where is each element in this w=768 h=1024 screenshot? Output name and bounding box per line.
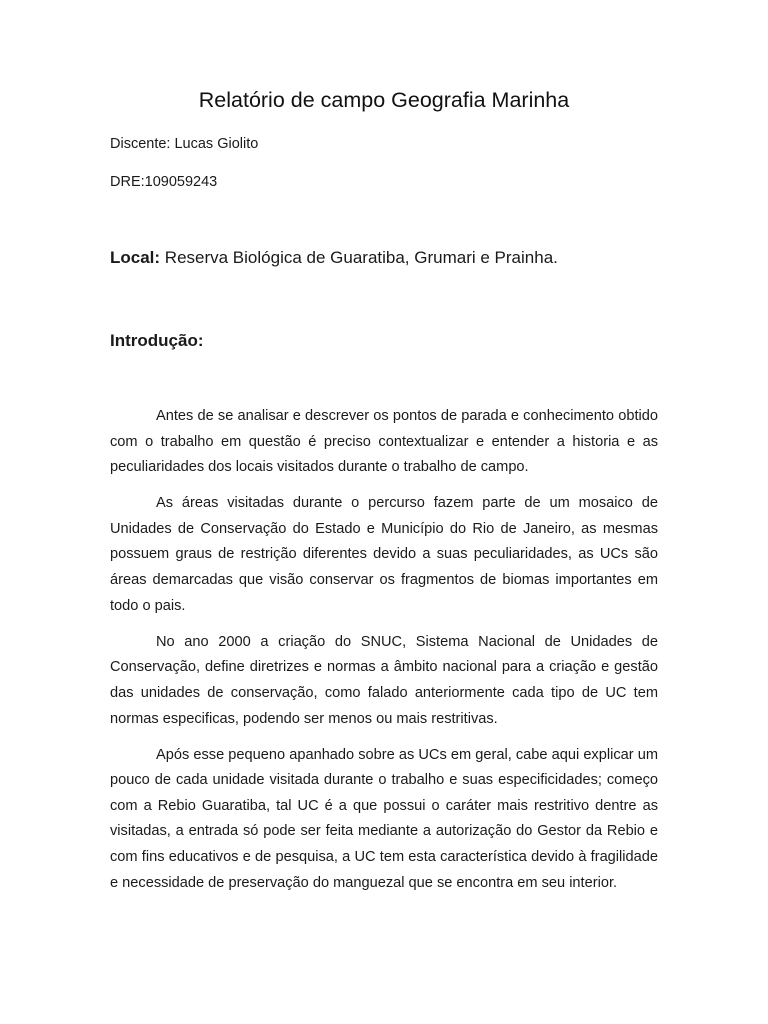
document-title: Relatório de campo Geografia Marinha <box>198 88 570 112</box>
paragraph: Antes de se analisar e descrever os pontos de parada e conhecimento obtido com o trabalho em questão é preciso contextualizar e entender a historia e as peculiaridades dos locais visitados durante o trabalho de campo. <box>110 408 658 476</box>
paragraph: No ano 2000 a criação do SNUC, Sistema Nacional de Unidades de Conservação, define diretrizes e normas a âmbito nacional para a criação e gestão das unidades de conservação, como falado anteriormente cada tipo de UC tem normas especificas, podendo ser menos ou mais restritivas. <box>110 633 658 727</box>
paragraph: Após esse pequeno apanhado sobre as UCs em geral, cabe aqui explicar um pouco de cada unidade visitada durante o trabalho e suas especificidades; começo com a Rebio Guaratiba, tal UC é a que possui o caráter mais restritivo dentre as visitadas, a entrada só pode ser feita mediante a autorização do Gestor da Rebio e com fins educativos e de pesquisa, a UC tem esta característica devido à fragilidade e necessidade de preservação do manguezal que se encontra em seu interior. <box>110 746 658 891</box>
introduction-heading: Introdução: <box>110 331 204 350</box>
student-dre: DRE:109059243 <box>110 174 218 190</box>
location-value: Reserva Biológica de Guaratiba, Grumari e Prainha. <box>160 248 558 267</box>
paragraph: As áreas visitadas durante o percurso fazem parte de um mosaico de Unidades de Conservação do Estado e Município do Rio de Janeiro, as mesmas possuem graus de restrição diferentes devido a suas peculiaridades, as UCs são áreas demarcadas que visão conservar os fragmentos de biomas importantes em todo o pais. <box>110 495 658 614</box>
location-line <box>110 246 558 270</box>
body-text <box>110 404 658 907</box>
location-label: Local: <box>110 248 161 267</box>
student-name: Discente: Lucas Giolito <box>110 136 259 152</box>
